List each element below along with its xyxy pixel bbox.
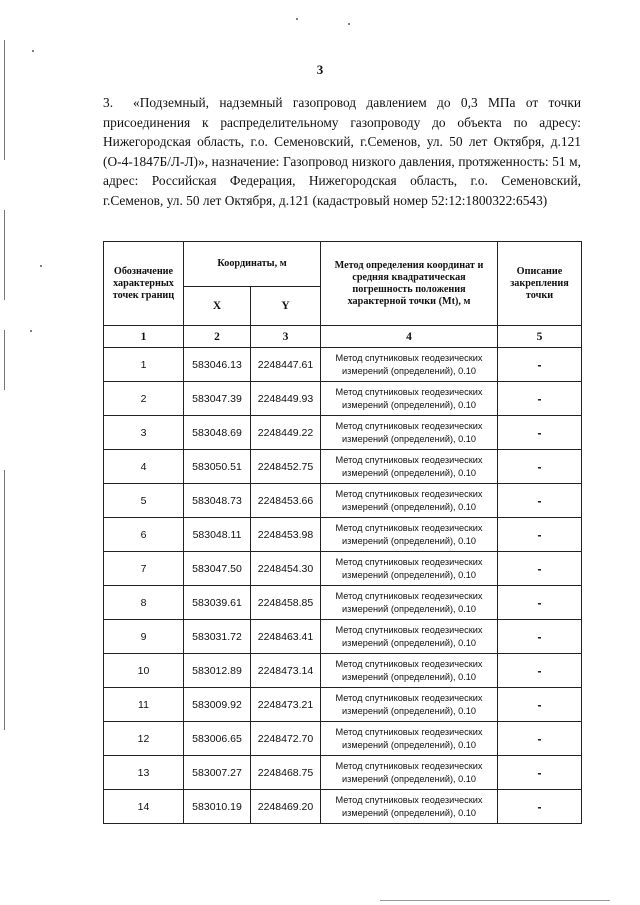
table-row bbox=[104, 722, 582, 756]
column-index-2: 2 bbox=[184, 326, 251, 348]
point-number-cell: 6 bbox=[104, 518, 184, 552]
column-index-4: 4 bbox=[321, 326, 498, 348]
description-cell: - bbox=[498, 688, 582, 722]
column-index-3: 3 bbox=[251, 326, 321, 348]
method-cell: Метод спутниковых геодезических измерений (определений), 0.10 bbox=[321, 552, 498, 586]
method-cell: Метод спутниковых геодезических измерений (определений), 0.10 bbox=[321, 722, 498, 756]
method-cell: Метод спутниковых геодезических измерений (определений), 0.10 bbox=[321, 654, 498, 688]
point-number-cell: 3 bbox=[104, 416, 184, 450]
y-coordinate-cell: 2248449.93 bbox=[251, 382, 321, 416]
description-cell: - bbox=[498, 484, 582, 518]
method-cell: Метод спутниковых геодезических измерений (определений), 0.10 bbox=[321, 416, 498, 450]
header-method: Метод определения координат и средняя квадратическая погрешность положения характерной точки (Mt), м bbox=[321, 242, 498, 326]
header-coordinates: Координаты, м bbox=[184, 242, 321, 287]
method-cell: Метод спутниковых геодезических измерений (определений), 0.10 bbox=[321, 620, 498, 654]
y-coordinate-cell: 2248453.98 bbox=[251, 518, 321, 552]
y-coordinate-cell: 2248454.30 bbox=[251, 552, 321, 586]
header-description: Описание закрепления точки bbox=[498, 242, 582, 326]
y-coordinate-cell: 2248469.20 bbox=[251, 790, 321, 824]
x-coordinate-cell: 583031.72 bbox=[184, 620, 251, 654]
description-cell: - bbox=[498, 552, 582, 586]
description-cell: - bbox=[498, 518, 582, 552]
column-index-5: 5 bbox=[498, 326, 582, 348]
method-cell: Метод спутниковых геодезических измерений (определений), 0.10 bbox=[321, 756, 498, 790]
x-coordinate-cell: 583007.27 bbox=[184, 756, 251, 790]
scan-bottom-line bbox=[380, 900, 610, 901]
table-row bbox=[104, 552, 582, 586]
table-row bbox=[104, 688, 582, 722]
scan-speck bbox=[296, 18, 298, 20]
y-coordinate-cell: 2248452.75 bbox=[251, 450, 321, 484]
method-cell: Метод спутниковых геодезических измерений (определений), 0.10 bbox=[321, 484, 498, 518]
scan-speck bbox=[348, 23, 350, 25]
method-cell: Метод спутниковых геодезических измерений (определений), 0.10 bbox=[321, 688, 498, 722]
y-coordinate-cell: 2248468.75 bbox=[251, 756, 321, 790]
point-number-cell: 4 bbox=[104, 450, 184, 484]
x-coordinate-cell: 583047.50 bbox=[184, 552, 251, 586]
point-number-cell: 13 bbox=[104, 756, 184, 790]
scan-speck bbox=[40, 265, 42, 267]
y-coordinate-cell: 2248463.41 bbox=[251, 620, 321, 654]
description-cell: - bbox=[498, 756, 582, 790]
description-cell: - bbox=[498, 416, 582, 450]
point-number-cell: 7 bbox=[104, 552, 184, 586]
description-cell: - bbox=[498, 620, 582, 654]
point-number-cell: 1 bbox=[104, 348, 184, 382]
table-row bbox=[104, 654, 582, 688]
x-coordinate-cell: 583009.92 bbox=[184, 688, 251, 722]
x-coordinate-cell: 583010.19 bbox=[184, 790, 251, 824]
scan-speck bbox=[32, 50, 34, 52]
item-number: 3. bbox=[103, 95, 114, 110]
x-coordinate-cell: 583048.69 bbox=[184, 416, 251, 450]
x-coordinate-cell: 583006.65 bbox=[184, 722, 251, 756]
y-coordinate-cell: 2248449.22 bbox=[251, 416, 321, 450]
scan-edge-mark bbox=[4, 470, 5, 730]
x-coordinate-cell: 583012.89 bbox=[184, 654, 251, 688]
point-number-cell: 2 bbox=[104, 382, 184, 416]
description-cell: - bbox=[498, 790, 582, 824]
point-number-cell: 11 bbox=[104, 688, 184, 722]
table-row bbox=[104, 756, 582, 790]
description-cell: - bbox=[498, 348, 582, 382]
scan-edge-mark bbox=[4, 330, 5, 390]
x-coordinate-cell: 583050.51 bbox=[184, 450, 251, 484]
header-x: X bbox=[184, 287, 251, 326]
description-cell: - bbox=[498, 450, 582, 484]
table-row bbox=[104, 450, 582, 484]
scan-speck bbox=[30, 330, 32, 332]
point-number-cell: 12 bbox=[104, 722, 184, 756]
point-number-cell: 9 bbox=[104, 620, 184, 654]
intro-paragraph bbox=[103, 93, 581, 211]
point-number-cell: 5 bbox=[104, 484, 184, 518]
table-row bbox=[104, 484, 582, 518]
x-coordinate-cell: 583039.61 bbox=[184, 586, 251, 620]
scan-edge-mark bbox=[4, 210, 5, 300]
table-row bbox=[104, 586, 582, 620]
table-row bbox=[104, 620, 582, 654]
method-cell: Метод спутниковых геодезических измерений (определений), 0.10 bbox=[321, 348, 498, 382]
y-coordinate-cell: 2248473.14 bbox=[251, 654, 321, 688]
description-cell: - bbox=[498, 382, 582, 416]
description-cell: - bbox=[498, 586, 582, 620]
header-y: Y bbox=[251, 287, 321, 326]
scan-edge-mark bbox=[4, 40, 5, 160]
y-coordinate-cell: 2248472.70 bbox=[251, 722, 321, 756]
point-number-cell: 14 bbox=[104, 790, 184, 824]
description-cell: - bbox=[498, 722, 582, 756]
y-coordinate-cell: 2248453.66 bbox=[251, 484, 321, 518]
y-coordinate-cell: 2248447.61 bbox=[251, 348, 321, 382]
method-cell: Метод спутниковых геодезических измерений (определений), 0.10 bbox=[321, 518, 498, 552]
table-row bbox=[104, 348, 582, 382]
coordinates-table bbox=[103, 241, 582, 824]
method-cell: Метод спутниковых геодезических измерений (определений), 0.10 bbox=[321, 450, 498, 484]
intro-text: «Подземный, надземный газопровод давлением до 0,3 МПа от точки присоединения к распределительному газопроводу до объекта по адресу: Нижегородская область, г.о. Семеновский, г.Семенов, ул. 50 лет Октября, д.121 (О-4-1847Б/Л-Л)», назначение: Газопровод низкого давления, протяженность: 51 м, адрес: Российская Федерация, Нижегородская область, г.о. Семеновский, г.Семенов, ул. 50 лет Октября, д.121 (кадастровый номер 52:12:1800322:6543) bbox=[103, 95, 581, 208]
x-coordinate-cell: 583047.39 bbox=[184, 382, 251, 416]
x-coordinate-cell: 583048.11 bbox=[184, 518, 251, 552]
table-row bbox=[104, 416, 582, 450]
table-row bbox=[104, 382, 582, 416]
table-row bbox=[104, 790, 582, 824]
method-cell: Метод спутниковых геодезических измерений (определений), 0.10 bbox=[321, 382, 498, 416]
x-coordinate-cell: 583048.73 bbox=[184, 484, 251, 518]
method-cell: Метод спутниковых геодезических измерений (определений), 0.10 bbox=[321, 586, 498, 620]
header-point-designation: Обозначение характерных точек границ bbox=[104, 242, 184, 326]
column-index-1: 1 bbox=[104, 326, 184, 348]
page-number: 3 bbox=[316, 62, 324, 77]
y-coordinate-cell: 2248473.21 bbox=[251, 688, 321, 722]
table-row bbox=[104, 518, 582, 552]
point-number-cell: 8 bbox=[104, 586, 184, 620]
method-cell: Метод спутниковых геодезических измерений (определений), 0.10 bbox=[321, 790, 498, 824]
point-number-cell: 10 bbox=[104, 654, 184, 688]
y-coordinate-cell: 2248458.85 bbox=[251, 586, 321, 620]
description-cell: - bbox=[498, 654, 582, 688]
x-coordinate-cell: 583046.13 bbox=[184, 348, 251, 382]
